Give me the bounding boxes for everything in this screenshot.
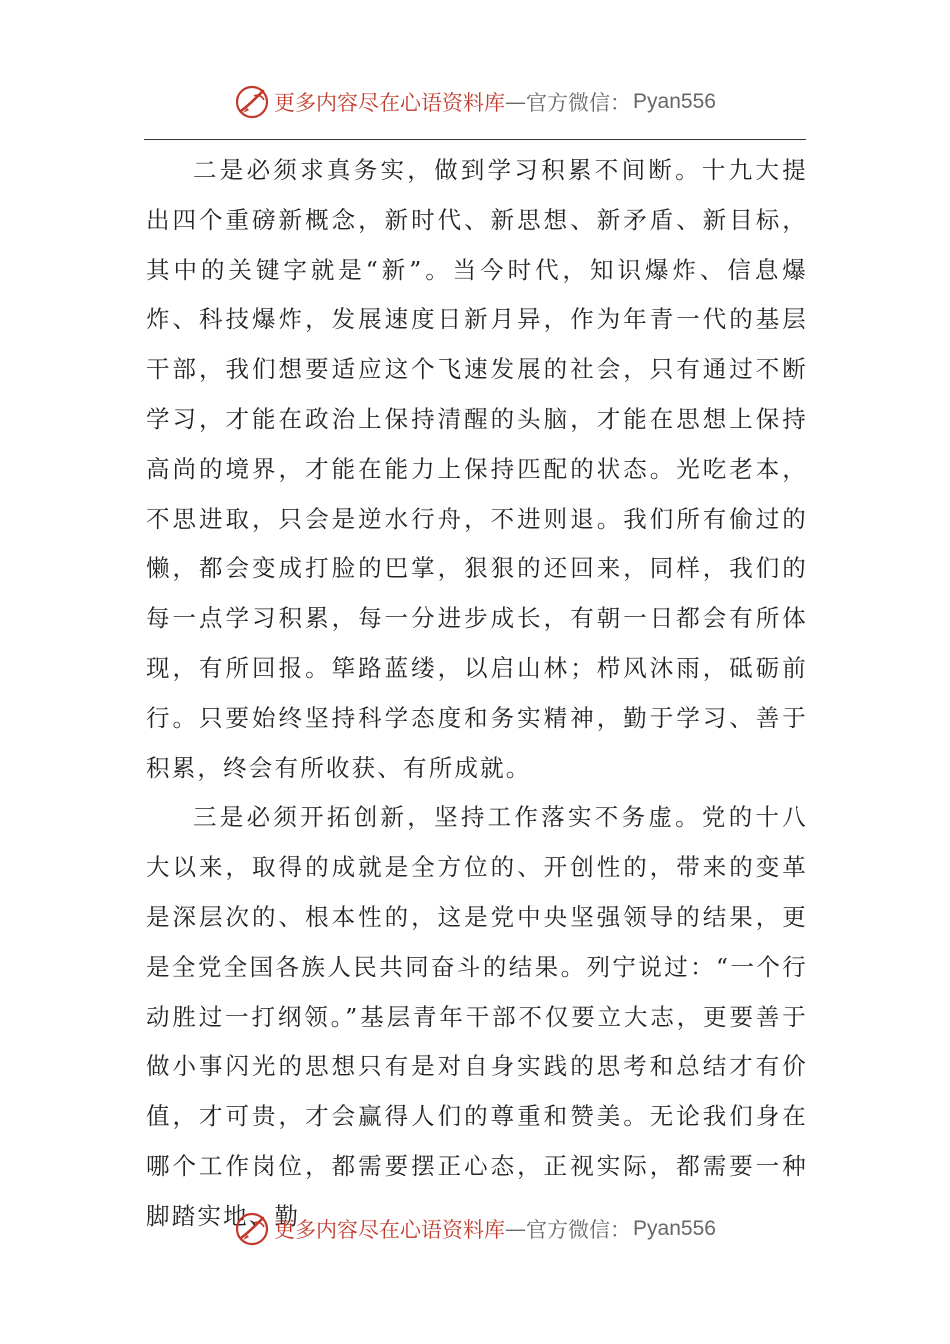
pen-circle-icon [234, 84, 270, 120]
pen-circle-icon [234, 1211, 270, 1247]
footer-dash: — [505, 1217, 527, 1241]
banner-wechat-id: Pyan556 [633, 90, 716, 113]
footer-wechat-id: Pyan556 [633, 1217, 716, 1240]
header-divider [144, 139, 806, 140]
footer-banner [0, 1207, 950, 1251]
paragraph-2: 二是必须求真务实，做到学习积累不间断。十九大提出四个重磅新概念，新时代、新思想、新矛盾、新目标，其中的关键字就是“新”。当今时代，知识爆炸、信息爆炸、科技爆炸，发展速度日新月异，作为年青一代的基层干部，我们想要适应这个飞速发展的社会，只有通过不断学习，才能在政治上保持清醒的头脑，才能在思想上保持高尚的境界，才能在能力上保持匹配的状态。光吃老本，不思进取，只会是逆水行舟，不进则退。我们所有偷过的懒，都会变成打脸的巴掌，狠狠的还回来，同样，我们的每一点学习积累，每一分进步成长，有朝一日都会有所体现，有所回报。筚路蓝缕，以启山林；栉风沐雨，砥砺前行。只要始终坚持科学态度和务实精神，勤于学习、善于积累，终会有所收获、有所成就。 [146, 156, 808, 782]
document-body [146, 146, 808, 1242]
banner-dash: — [505, 90, 527, 114]
footer-wechat-label: 官方微信： [526, 1218, 632, 1242]
paragraph-3: 三是必须开拓创新，坚持工作落实不务虚。党的十八大以来，取得的成就是全方位的、开创性的，带来的变革是深层次的、根本性的，这是党中央坚强领导的结果，更是全党全国各族人民共同奋斗的结果。列宁说过：“一个行动胜过一打纲领。”基层青年干部不仅要立大志，更要善于做小事闪光的思想只有是对自身实践的思考和总结才有价值，才可贵，才会赢得人们的尊重和赞美。无论我们身在哪个工作岗位，都需要摆正心态，正视实际，都需要一种脚踏实地、勤 [146, 803, 808, 1230]
header-banner [0, 80, 950, 124]
footer-site-name: 更多内容尽在心语资料库 [274, 1218, 506, 1242]
banner-site-name: 更多内容尽在心语资料库 [274, 91, 506, 115]
banner-wechat-label: 官方微信： [526, 91, 632, 115]
